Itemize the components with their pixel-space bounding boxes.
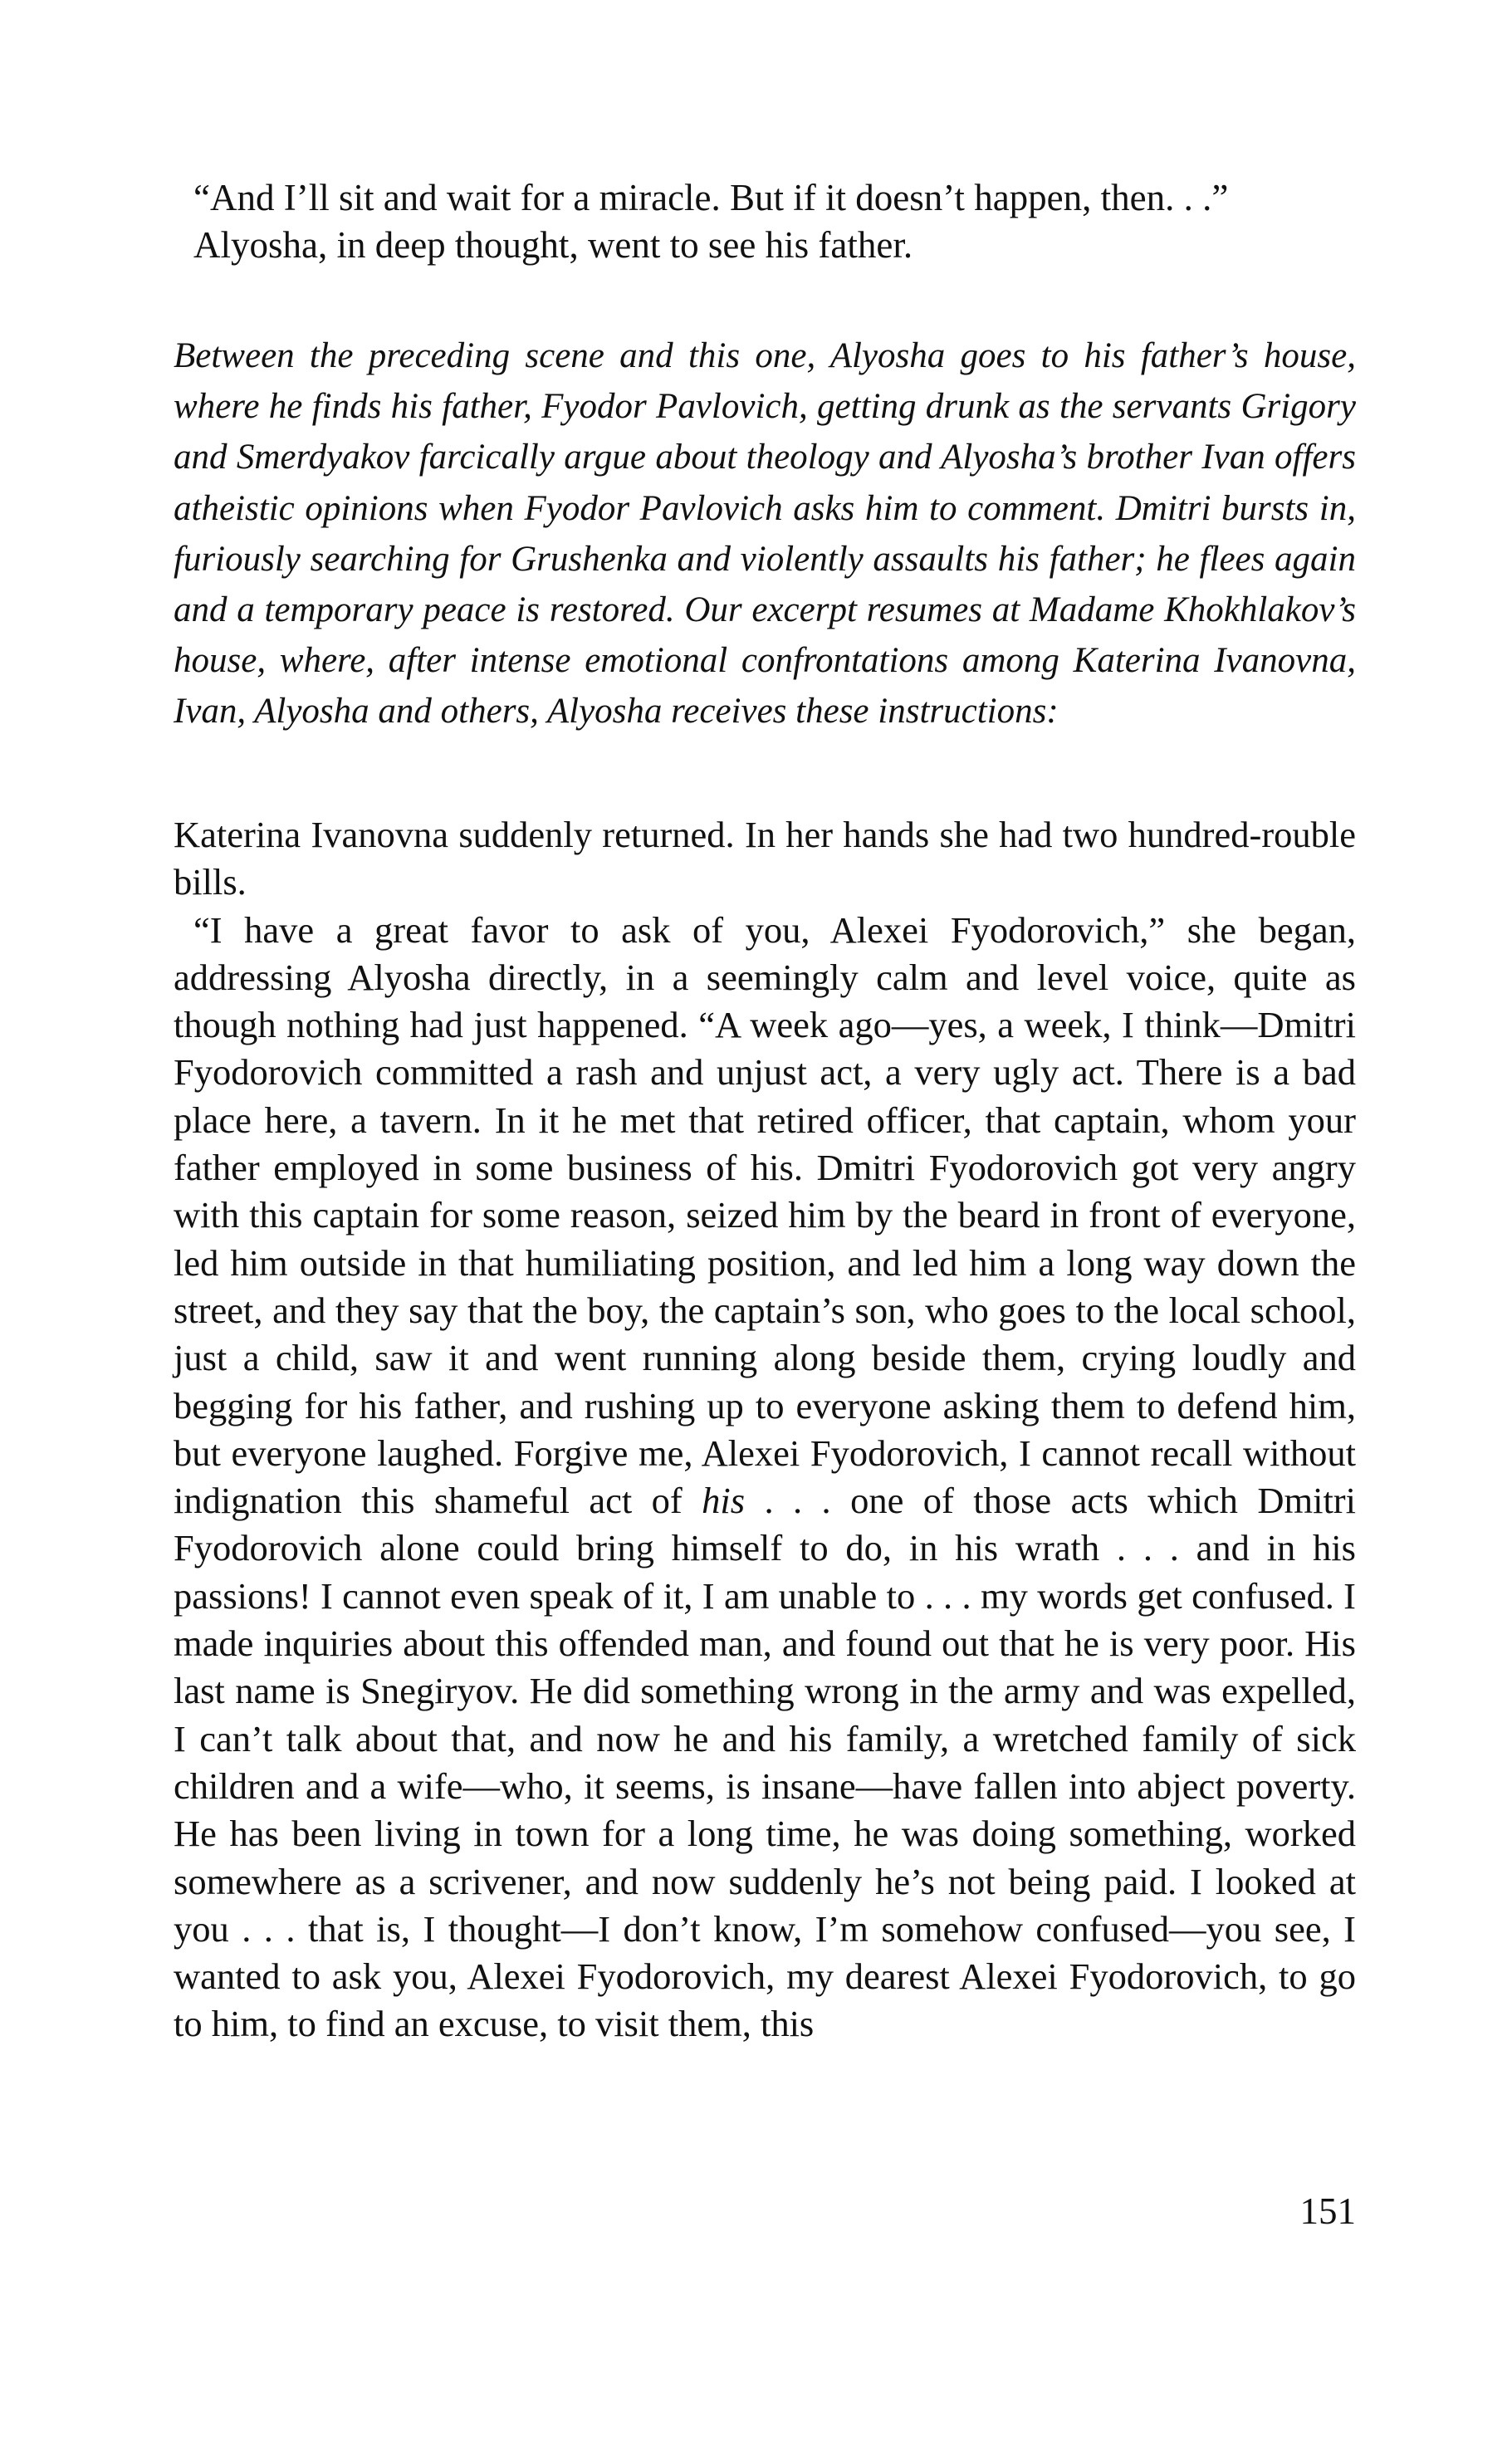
excerpt-paragraph-2 bbox=[174, 907, 1356, 2048]
excerpt-paragraph-1: Katerina Ivanovna suddenly returned. In her hands she had two hundred-rouble bills. bbox=[174, 814, 1356, 903]
opening-line-narration: Alyosha, in deep thought, went to see his father. bbox=[193, 224, 913, 266]
opening-line-quote: “And I’ll sit and wait for a miracle. But if it doesn’t happen, then. . .” bbox=[193, 177, 1229, 218]
excerpt-paragraph-2-part-2: . . . one of those acts which Dmitri Fyodorovich alone could bring himself to do, in his wrath . . . and in his passions! I cannot even speak of it, I am unable to . . . my words get confused. I made inquiries about this offended man, and found out that he is very poor. His last name is Snegiryov. He did something wrong in the army and was expelled, I can’t talk about that, and now he and his family, a wretched family of sick children and a wife—who, it seems, is insane—have fallen into abject poverty. He has been living in town for a long time, he was doing something, worked somewhere as a scrivener, and now suddenly he’s not being paid. I looked at you . . . that is, I thought—I don’t know, I’m somehow confused—you see, I wanted to ask you, Alexei Fyodorovich, my dearest Alexei Fyodorovich, to go to him, to find an excuse, to visit them, this bbox=[174, 1480, 1356, 2045]
book-page bbox=[174, 0, 1356, 2442]
page-number: 151 bbox=[1299, 2190, 1356, 2232]
summary-paragraph: Between the preceding scene and this one, Alyosha goes to his father’s house, where he finds his father, Fyodor Pavlovich, getting drunk as the servants Grigory and Smerdyakov farcically argue about theology and Alyosha’s brother Ivan offers atheistic opinions when Fyodor Pavlovich asks him to comment. Dmitri bursts in, furiously searching for Grushenka and violently assaults his father; he flees again and a temporary peace is restored. Our excerpt resumes at Madame Khokhlakov’s house, where, after intense emotional confrontations among Katerina Ivanovna, Ivan, Alyosha and others, Alyosha receives these instructions: bbox=[174, 336, 1356, 732]
excerpt-body bbox=[174, 811, 1356, 2048]
opening-lines bbox=[174, 174, 1356, 269]
excerpt-paragraph-2-part-1: “I have a great favor to ask of you, Alexei Fyodorovich,” she began, addressing Alyosha directly, in a seemingly calm and level voice, quite as though nothing had just happened. “A week ago—yes, a week, I think—Dmitri Fyodorovich committed a rash and unjust act, a very ugly act. There is a bad place here, a tavern. In it he met that retired officer, that captain, whom your father employed in some business of his. Dmitri Fyodorovich got very angry with this captain for some reason, seized him by the beard in front of everyone, led him outside in that humiliating position, and led him a long way down the street, and they say that the boy, the captain’s son, who goes to the local school, just a child, saw it and went running along beside them, crying loudly and begging for his father, and rushing up to everyone asking them to defend him, but everyone laughed. Forgive me, Alexei Fyodorovich, I cannot recall without indignation this shameful act of bbox=[174, 908, 1356, 1522]
emphasized-word-his: his bbox=[702, 1480, 746, 1522]
editorial-summary bbox=[174, 330, 1356, 737]
